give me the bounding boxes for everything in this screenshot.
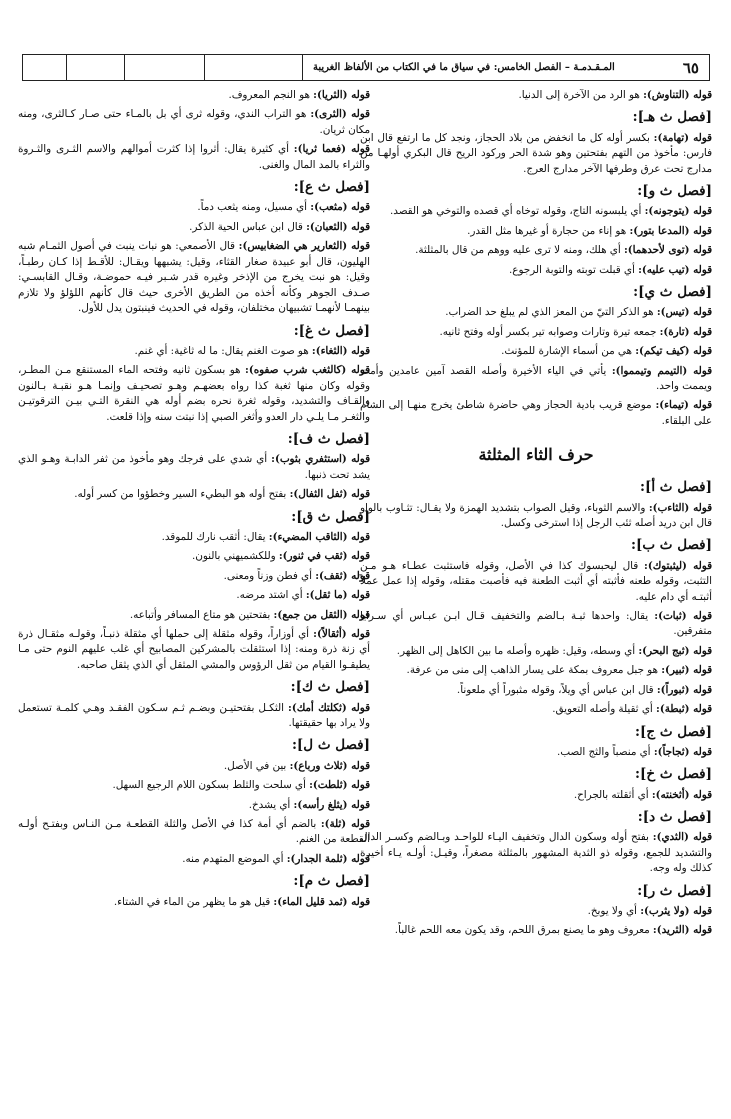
section-heading: [فصل ث م]: xyxy=(293,873,370,890)
glossary-entry xyxy=(360,788,712,803)
entry-definition: أي فطن وزناً ومعنى. xyxy=(223,569,316,582)
entry-term: قوله (ثلمة الجدار): xyxy=(286,852,370,865)
entry-definition: هو صوت الغنم يقال: ما له ثاغية: أي غنم. xyxy=(134,344,312,357)
section-heading: [فصل ث غ]: xyxy=(293,322,370,339)
glossary-entry xyxy=(18,452,370,483)
glossary-entry xyxy=(360,131,712,177)
entry-term: قوله (تارة): xyxy=(659,325,712,338)
entry-definition: أي هلك، ومنه لا ترى عليه ووهم من قال بالمثلثة. xyxy=(415,244,624,257)
entry-definition: أي الموضع المتهدم منه. xyxy=(182,852,287,865)
header-empty-cell xyxy=(125,55,205,80)
entry-definition: والاسم الثوباء، وقيل الصواب بتشديد الهمزة ولا يقـال: تثـاوب بالواو قال ابن دريد أصله ثئب الرجل إذا استرخى وكسل. xyxy=(360,501,712,529)
entry-term: قوله (ثبج البحر): xyxy=(638,644,712,657)
entry-term: قوله (ثبات): xyxy=(654,610,712,622)
entry-definition: هو التراب الندي، وقوله ثرى أي بل بالمـاء حتى صـار كـالثرى، ومنه مكان ثريان. xyxy=(18,108,370,136)
glossary-entry xyxy=(360,559,712,605)
entry-term: قوله (ثكلتك أمك): xyxy=(288,701,370,714)
entry-term: قوله (الثعارير هي الضغابيس): xyxy=(238,240,370,253)
entry-term: قوله (ليثبتوك): xyxy=(644,559,712,572)
entry-term: قوله (تيب عليه): xyxy=(638,263,712,276)
entry-term: قوله (ولا يثرب): xyxy=(640,904,712,917)
glossary-entry xyxy=(18,363,370,425)
entry-term: قوله (ثمد قليل الماء): xyxy=(273,895,370,908)
entry-term: قوله (المدعا بتور): xyxy=(629,224,712,237)
entry-definition: الثكـل بفتحتيـن وبضـم ثـم سـكون الفقـد وهـي كلمـة تستعمل ولا يراد بها حقيقتها. xyxy=(18,701,370,729)
entry-term: قوله (ثجاجاً): xyxy=(653,745,712,758)
entry-definition: قال ابن عباس الحية الذكر. xyxy=(189,220,307,233)
section-heading: [فصل ث ج]: xyxy=(635,723,712,740)
header-title-cell xyxy=(303,55,709,80)
entry-term: قوله (ما ثقل): xyxy=(305,589,370,602)
page-number: ٦٥ xyxy=(682,58,699,77)
glossary-entry xyxy=(18,107,370,138)
section-heading: [فصل ث د]: xyxy=(637,809,712,825)
glossary-entry xyxy=(360,325,712,340)
entry-term: قوله (كيف تيكم): xyxy=(635,345,712,358)
entry-term: قوله (الثقل من جمع): xyxy=(273,608,370,621)
entry-definition: هو النجم المعروف. xyxy=(228,89,314,101)
entry-term: قوله (التيمم وتيمموا): xyxy=(611,364,713,377)
entry-term: قوله (الثريا): xyxy=(313,89,370,101)
glossary-entry xyxy=(18,588,370,603)
glossary-entry xyxy=(360,683,712,698)
glossary-entry xyxy=(18,220,370,235)
entry-definition: يقال: واحدها ثبـة بـالضم والتخفيف قـال ابـن عبـاس أي سـرايا متفرقين. xyxy=(360,610,712,638)
glossary-entry xyxy=(360,263,712,278)
glossary-entry xyxy=(18,778,370,793)
entry-definition: أي أوزاراً، وقوله مثقلة إلى حملها أي مثقلة ذنبـاً، وقولـه مثقـال ذرة أي زنة ذرة ومنه: إذا استثقلت بالمشركين المصابيح أي غلب عليهم النوم حتى مـا يطيقـوا القيام من ثقل الرؤوس والمشي المثقل أي الذي يثقل صاحبه. xyxy=(18,627,370,671)
header-empty-cell xyxy=(205,55,303,80)
entry-definition: أي اشتد مرضه. xyxy=(236,589,306,602)
entry-definition: قال ابن عباس أي ويلاً، وقوله مثبوراً أي ملعوناً. xyxy=(456,683,657,696)
section-heading: [فصل ث ل]: xyxy=(291,737,370,754)
entry-definition: هو الرد من الآخرة إلى الدنيا. xyxy=(518,89,644,101)
entry-definition: قيل هو ما يظهر من الماء في الشتاء. xyxy=(113,895,274,908)
right-column xyxy=(360,88,712,1100)
entry-term: قوله (ثفل الثفال): xyxy=(289,488,370,501)
section-heading: [فصل ث ي]: xyxy=(633,284,712,300)
glossary-entry xyxy=(360,609,712,640)
entry-term: قوله (فعما ثريا): xyxy=(293,143,370,156)
entry-term: قوله (يثلغ رأسه): xyxy=(293,798,370,811)
section-heading: [فصل ث هـ]: xyxy=(632,109,712,126)
entry-term: قوله (يتوجونه): xyxy=(644,205,712,218)
entry-term: قوله (ثلاث ورباع): xyxy=(289,759,370,772)
running-title: المـقـدمـة – الفصل الخامس: في سياق ما في الكتاب من الألفاظ الغريبة xyxy=(313,62,615,73)
entry-definition: وللكشميهني بالنون. xyxy=(192,550,279,563)
entry-definition: بفتح أوله وسكون الدال وتخفيف اليـاء للواحـد وبـالضم وكسـر الدال والتشديد للجمع، وقوله ذو الثدية المشهور بالمثلثة مصغراً، وقيـل: أولـه يـاء أخيرة كذلك وله وجه. xyxy=(360,831,712,875)
entry-definition: بفتح أوله هو البطيء السير وخطؤوا من كسر أوله. xyxy=(74,488,290,501)
glossary-entry xyxy=(18,701,370,732)
section-heading: [فصل ث أ]: xyxy=(639,479,712,496)
entry-term: قوله (ثبير): xyxy=(661,664,712,677)
page-header xyxy=(22,54,710,81)
entry-definition: أي قبلت توبته والتوبة الرجوع. xyxy=(509,263,639,276)
glossary-entry xyxy=(18,142,370,173)
header-empty-cell xyxy=(23,55,67,80)
entry-term: قوله (توى لأحدهما): xyxy=(623,244,712,257)
entry-definition: بالضم أي أمة كذا في الأصل والثلة القطعـة مـن النـاس وبفتـح أولـه القطعة من الغنم. xyxy=(18,817,370,846)
glossary-entry xyxy=(18,759,370,774)
entry-definition: أي ولا يوبخ. xyxy=(587,904,641,917)
glossary-entry xyxy=(360,243,712,258)
glossary-entry xyxy=(360,398,712,429)
glossary-entry xyxy=(18,344,370,359)
entry-term: قوله (الثعبان): xyxy=(306,220,370,233)
entry-definition: أي مسيل، ومنه يثعب دماً. xyxy=(197,201,311,214)
entry-term: قوله (ثقب في ثنور): xyxy=(278,550,370,563)
glossary-entry xyxy=(360,224,712,239)
entry-definition: أي سلحت والثلط بسكون اللام الرجيع السهل. xyxy=(112,779,310,792)
entry-term: قوله (ثبطة): xyxy=(656,703,712,716)
entry-definition: يأتي في الياء الأخيرة وأصله القصد آمين عامدين وأمت ويممت واحد. xyxy=(360,364,712,392)
glossary-entry xyxy=(360,344,712,359)
glossary-entry xyxy=(18,200,370,215)
entry-term: قوله (الثريد): xyxy=(652,924,712,937)
entry-definition: بفتحتين هو متاع المسافر وأتباعه. xyxy=(129,608,274,621)
entry-term: قوله (الثغاء): xyxy=(311,344,370,357)
entry-term: قوله (استثفري بثوب): xyxy=(271,453,370,466)
entry-definition: قال ليحبسوك كذا في الأصل، وقوله فاستثبت عطـاء هـو مـن التثبت، وقوله طعنه فأثبته أي أثبت الطعنة فيه فأصبت مقتله، وقوله إذا عمل عملاً أثبتـه أي دام عليه. xyxy=(360,559,712,603)
entry-definition: أي يشدخ. xyxy=(248,798,294,811)
glossary-entry xyxy=(18,798,370,813)
section-heading: [فصل ث و]: xyxy=(637,183,712,199)
entry-term: قوله (الثاقب المضيء): xyxy=(268,530,370,543)
glossary-entry xyxy=(18,895,370,910)
entry-term: قوله (ثلطت): xyxy=(309,779,370,792)
entry-definition: هي من أسماء الإشارة للمؤنث. xyxy=(501,345,636,358)
entry-term: قوله (ثبوراً): xyxy=(656,683,712,696)
glossary-entry xyxy=(18,608,370,623)
glossary-entry xyxy=(360,88,712,103)
glossary-entry xyxy=(360,663,712,678)
entry-definition: أي ثقيلة وأصله التعويق. xyxy=(552,703,657,716)
entry-term: قوله (التناوش): xyxy=(643,89,712,101)
glossary-entry xyxy=(360,830,712,876)
entry-definition: أي يلبسونه التاج، وقوله توخاه أي قصده والتوخي هو القصد. xyxy=(390,205,645,218)
glossary-entry xyxy=(360,364,712,395)
entry-definition: أي منصباً والثج الصب. xyxy=(556,745,654,758)
glossary-entry xyxy=(18,239,370,316)
entry-definition: قال الأصمعي: هو نبات ينبت في أصول الثمـام شبه الهليون، قال أبو عبيدة صغار القثاء، وقيل: يشبهها ويقـال: للأقـط إذا كـان رطبـاً، وقيل: هو نبت يخرج من الإذخر وغيره قدر شـبر فيـه حموضـة، وقـال القابسـي: صـدف الجوهر وكأنه أخذه من الطريق الأخرى حيث قال كأنهم اللؤلؤ ولا تلازم بينهمـا لأنهمـا تشبيهان مختلفان، وقوله في الحديث فينبتون يدل للأول. xyxy=(18,240,370,315)
entry-term: قوله (ثلة): xyxy=(320,817,370,830)
glossary-entry xyxy=(360,702,712,717)
glossary-entry xyxy=(360,204,712,219)
glossary-entry xyxy=(18,487,370,502)
section-heading: [فصل ث خ]: xyxy=(635,766,712,783)
entry-definition: هو جبل معروف بمكة على يسار الذاهب إلى منى من عرفة. xyxy=(406,664,662,677)
entry-term: قوله (أثخنته): xyxy=(651,788,712,801)
entry-definition: هو بسكون ثانيه وفتحه الماء المستنقع مـن المطـر، وقوله وكان منها ثغبة كذا رواه بعضهـم وهـو تصحيـف وإنمـا هـو نقبـة بـالنون والقـاف والتشديد، وقوله ثغرة نحره بضم أوله هي النقرة التـي بيـن الترقوتيـن والثغـر مـا يلـي دار العدو وأثغر الصبي إذا نبتت سنه وإذا قلعت. xyxy=(18,364,370,423)
left-column xyxy=(18,88,370,1100)
entry-term: قوله (الثدي): xyxy=(652,831,712,844)
glossary-entry xyxy=(360,904,712,919)
entry-definition: أي شدي على فرجك وهو مأخوذ من ثفر الدابـة وهـو الذي يشد تحت ذنبها. xyxy=(18,453,370,481)
entry-definition: أي كثيرة يقال: أثروا إذا كثرت أموالهم والاسم الثـرى والثـروة والثراء بالمد المال والغنى. xyxy=(18,143,370,171)
entry-definition: معروف وهو ما يصنع بمرق اللحم، وقد يكون معه اللحم غالباً. xyxy=(394,924,653,937)
entry-term: قوله (مثعب): xyxy=(310,201,370,214)
glossary-entry xyxy=(18,569,370,584)
chapter-heading: حرف الثاء المثلثة xyxy=(478,445,594,465)
entry-definition: بكسر أوله كل ما انخفض من بلاد الحجاز، ونجد كل ما ارتفع قال ابن فارس: مأخوذ من التهم بفتحتين وهو شدة الحر وركود الريح قال البكري أولهـا من مدارج تحت عرق وطرفها الآخر مدارج العرج. xyxy=(360,131,712,175)
section-heading: [فصل ث ب]: xyxy=(631,537,712,554)
entry-term: قوله (الثاءب): xyxy=(648,501,712,514)
entry-term: قوله (ثقف): xyxy=(315,569,370,582)
glossary-entry xyxy=(360,745,712,760)
entry-definition: بين في الأصل. xyxy=(223,759,290,772)
section-heading: [فصل ث ر]: xyxy=(637,882,712,899)
glossary-entry xyxy=(18,549,370,564)
glossary-entry xyxy=(18,88,370,103)
section-heading: [فصل ث ق]: xyxy=(291,508,370,525)
entry-term: قوله (كالثغب شرب صفوه): xyxy=(245,364,371,377)
entry-term: قوله (تيس): xyxy=(656,306,712,319)
glossary-entry xyxy=(18,817,370,848)
header-empty-cell xyxy=(67,55,125,80)
glossary-entry xyxy=(18,627,370,673)
section-heading: [فصل ث ع]: xyxy=(293,179,370,196)
glossary-entry xyxy=(360,644,712,659)
entry-term: قوله (تيماء): xyxy=(655,399,713,412)
entry-term: قوله (الثرى): xyxy=(310,108,370,121)
section-heading: [فصل ث ف]: xyxy=(287,430,370,447)
glossary-entry xyxy=(18,530,370,545)
entry-term: قوله (تهامة): xyxy=(653,131,712,144)
glossary-entry xyxy=(360,501,712,532)
entry-definition: أي أثقلته بالجراح. xyxy=(573,788,652,801)
entry-definition: هو إناء من حجارة أو غيرها مثل القدر. xyxy=(467,224,630,237)
entry-definition: يقال: أثقب نارك للموقد. xyxy=(161,530,269,543)
glossary-entry xyxy=(360,923,712,938)
entry-definition: جمعه تيرة وتارات وصوابه تير بكسر أوله وفتح ثانيه. xyxy=(439,325,660,338)
entry-definition: أي وسطه، وقيل: ظهره وأصله ما بين الكاهل إلى الظهر. xyxy=(396,644,639,657)
entry-definition: موضع قريب بادية الحجاز وهي حاضرة شاطئ يخرج منهـا إلى الشام على البلقاء. xyxy=(360,399,712,427)
entry-term: قوله (أثقالاً): xyxy=(313,627,370,640)
section-heading: [فصل ث ك]: xyxy=(290,679,370,696)
glossary-entry xyxy=(360,305,712,320)
glossary-entry xyxy=(18,852,370,867)
entry-definition: هو الذكر التيّ من المعز الذي لم يبلغ حد الضراب. xyxy=(445,306,657,319)
